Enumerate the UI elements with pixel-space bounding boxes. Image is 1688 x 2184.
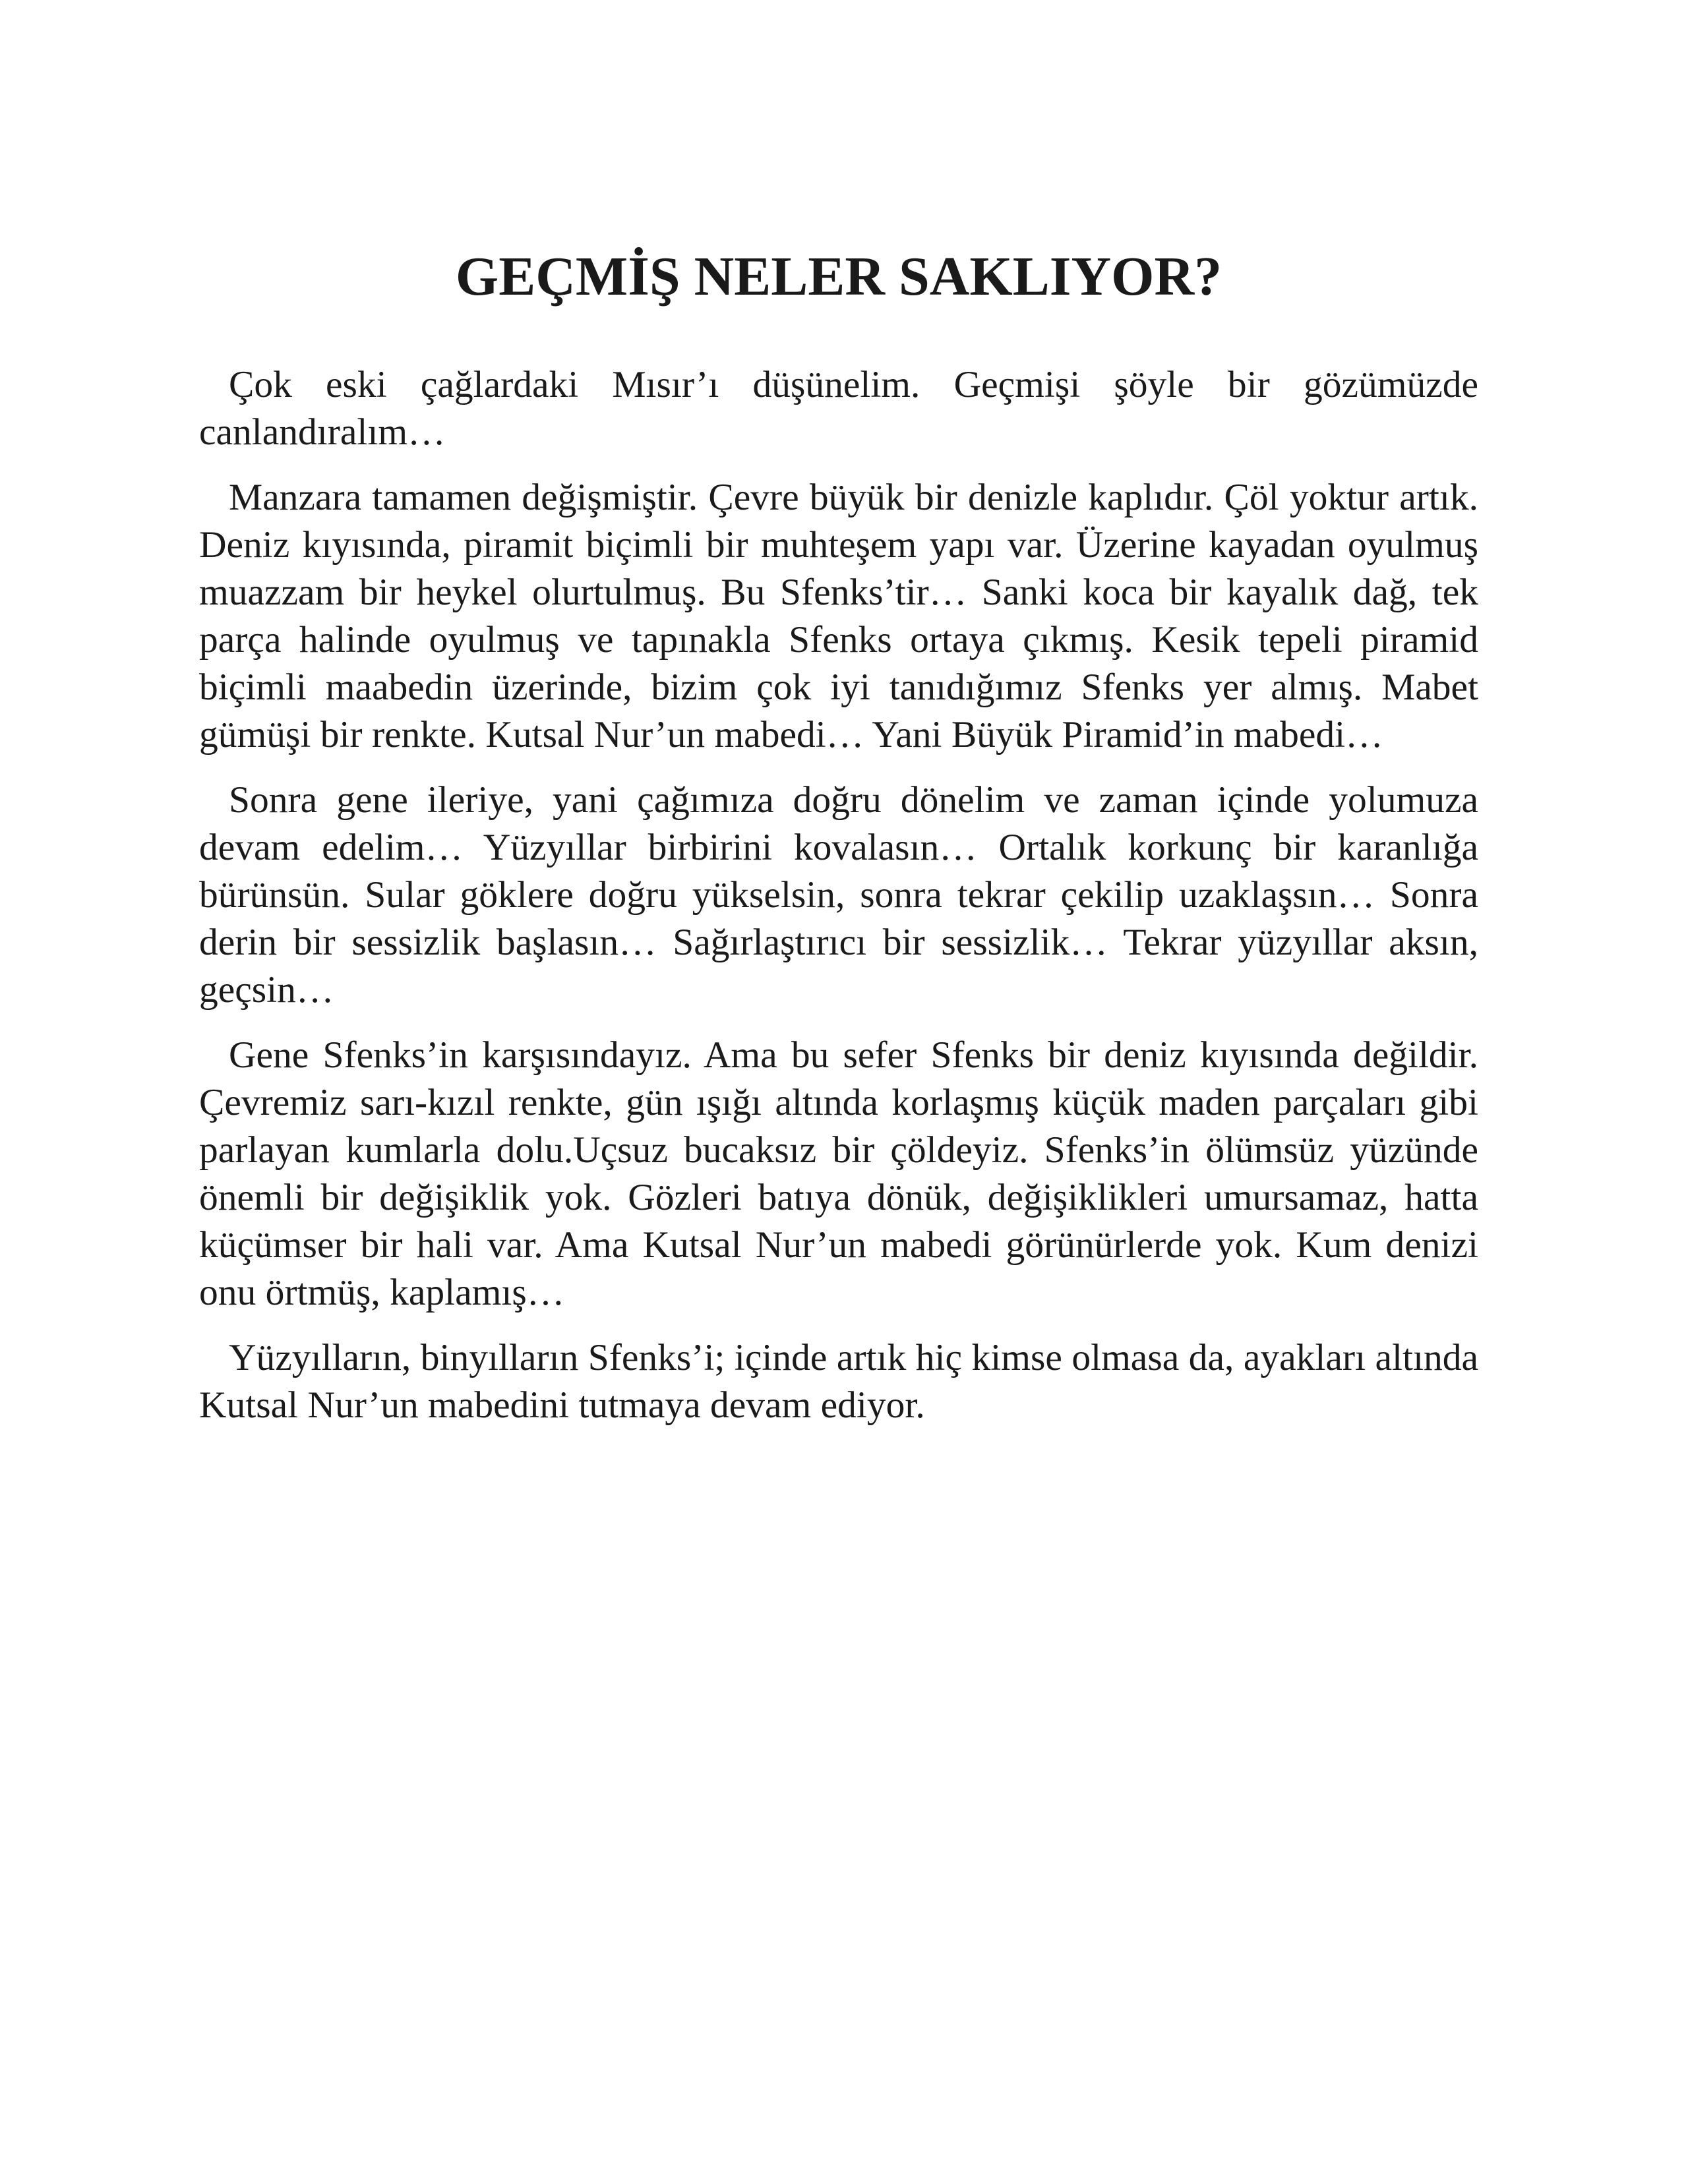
page-title: GEÇMİŞ NELER SAKLIYOR? (455, 246, 1222, 307)
paragraph-3: Sonra gene ileriye, yani çağımıza doğru dönelim ve zaman içinde yolumuza devam edelim… Yüzyıllar birbirini kovalasın… Ortalık korkunç bir karanlığa bürünsün. Sular göklere doğru yükselsin, sonra tekrar çekilip uzaklaşsın… Sonra derin bir sessizlik başlasın… Sağırlaştırıcı bir sessizlik… Tekrar yüzyıllar aksın, geçsin… (199, 779, 1478, 1011)
paragraph-2: Manzara tamamen değişmiştir. Çevre büyük bir denizle kaplıdır. Çöl yoktur artık. Deniz kıyısında, piramit biçimli bir muhteşem yapı var. Üzerine kayadan oyulmuş muazzam bir heykel olurtulmuş. Bu Sfenks’tir… Sanki koca bir kayalık dağ, tek parça halinde oyulmuş ve tapınakla Sfenks ortaya çıkmış. Kesik tepeli piramid biçimli maabedin üzerinde, bizim çok iyi tanıdığımız Sfenks yer almış. Mabet gümüşi bir renkte. Kutsal Nur’un mabedi… Yani Büyük Piramid’in mabedi… (199, 477, 1478, 755)
body-text (199, 361, 1478, 1447)
paragraph-4: Gene Sfenks’in karşısındayız. Ama bu sefer Sfenks bir deniz kıyısında değildir. Çevremiz sarı-kızıl renkte, gün ışığı altında korlaşmış küçük maden parçaları gibi parlayan kumlarla dolu.Uçsuz bucaksız bir çöldeyiz. Sfenks’in ölümsüz yüzünde önemli bir değişiklik yok. Gözleri batıya dönük, değişiklikleri umursamaz, hatta küçümser bir hali var. Ama Kutsal Nur’un mabedi görünürlerde yok. Kum denizi onu örtmüş, kaplamış… (199, 1034, 1478, 1313)
paragraph-5: Yüzyılların, binyılların Sfenks’i; içinde artık hiç kimse olmasa da, ayakları altında Kutsal Nur’un mabedini tutmaya devam ediyor. (199, 1337, 1478, 1426)
paragraph-1: Çok eski çağlardaki Mısır’ı düşünelim. Geçmişi şöyle bir gözümüzde canlandıralım… (199, 364, 1478, 453)
